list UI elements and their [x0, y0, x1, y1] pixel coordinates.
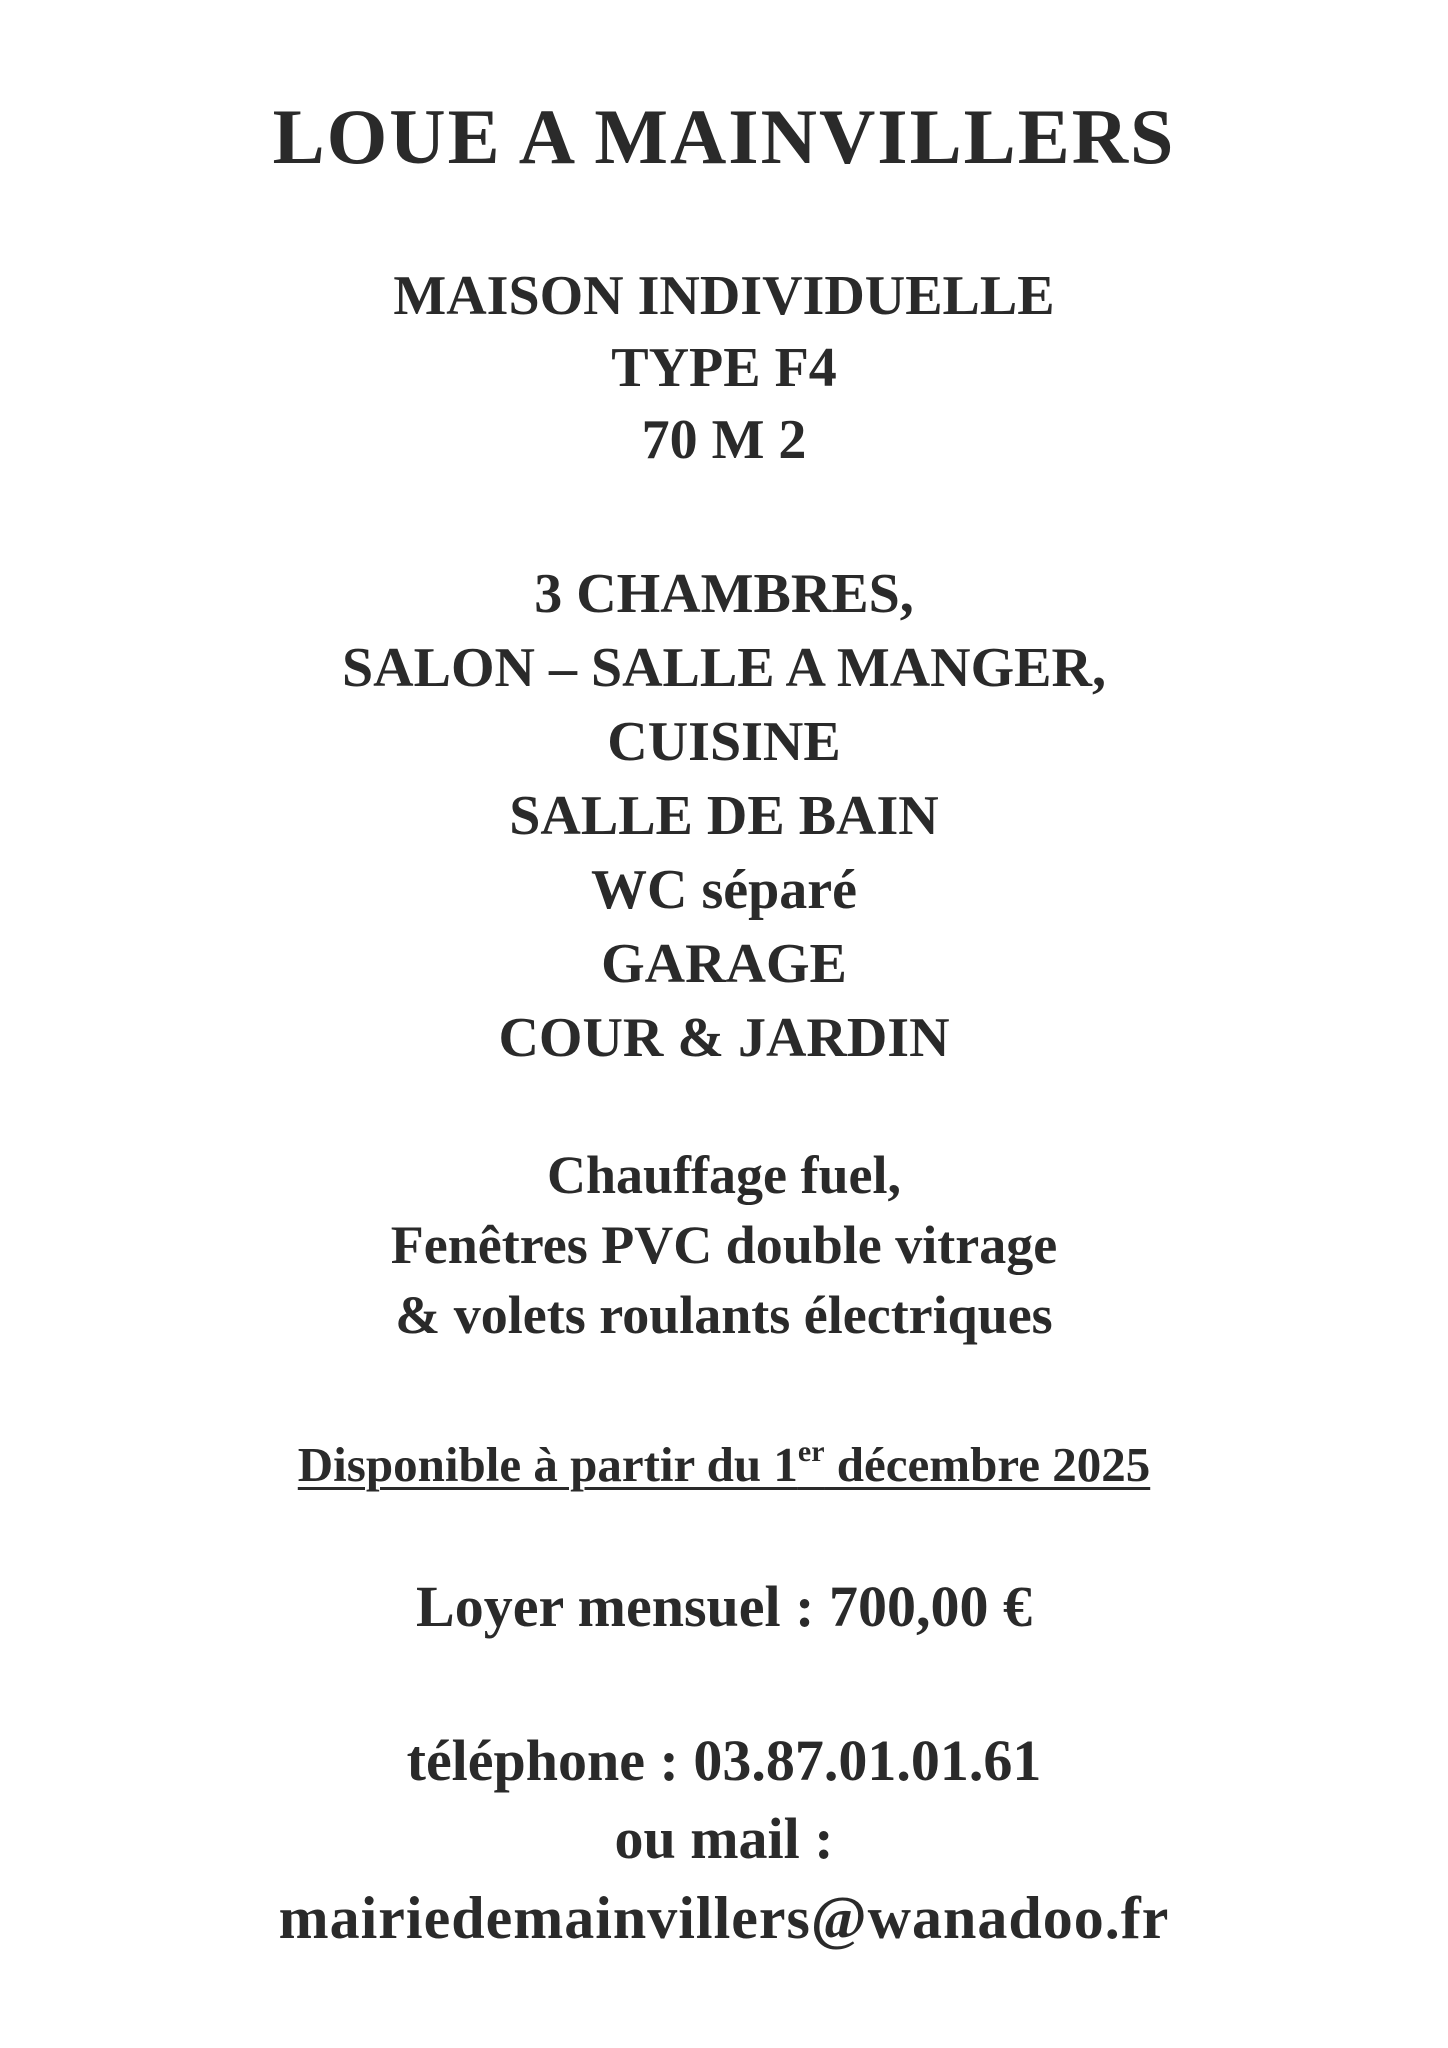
availability-prefix: Disponible à partir du 1	[297, 1437, 798, 1492]
room-item: CUISINE	[607, 711, 841, 773]
availability-text	[298, 1437, 1150, 1492]
property-surface: 70 M 2	[641, 409, 807, 471]
room-item: SALON – SALLE A MANGER,	[342, 637, 1106, 699]
feature-item: Fenêtres PVC double vitrage	[390, 1215, 1058, 1275]
phone-line: téléphone : 03.87.01.01.61	[406, 1728, 1042, 1793]
room-item: 3 CHAMBRES,	[534, 563, 914, 625]
feature-item: Chauffage fuel,	[547, 1145, 901, 1205]
monthly-rent: Loyer mensuel : 700,00 €	[416, 1574, 1032, 1639]
room-item: COUR & JARDIN	[498, 1007, 950, 1069]
room-item: SALLE DE BAIN	[509, 785, 939, 847]
availability-superscript: er	[797, 1435, 825, 1468]
or-mail-label: ou mail :	[614, 1806, 834, 1871]
feature-item: & volets roulants électriques	[395, 1285, 1053, 1345]
property-category: TYPE F4	[611, 337, 837, 399]
email-address: mairiedemainvillers@wanadoo.fr	[278, 1885, 1170, 1951]
property-type: MAISON INDIVIDUELLE	[393, 265, 1055, 327]
page-title: LOUE A MAINVILLERS	[272, 93, 1176, 180]
availability-suffix: décembre 2025	[824, 1437, 1151, 1492]
room-item: GARAGE	[601, 933, 847, 995]
room-item: WC séparé	[591, 859, 857, 921]
availability	[0, 1435, 1448, 1492]
